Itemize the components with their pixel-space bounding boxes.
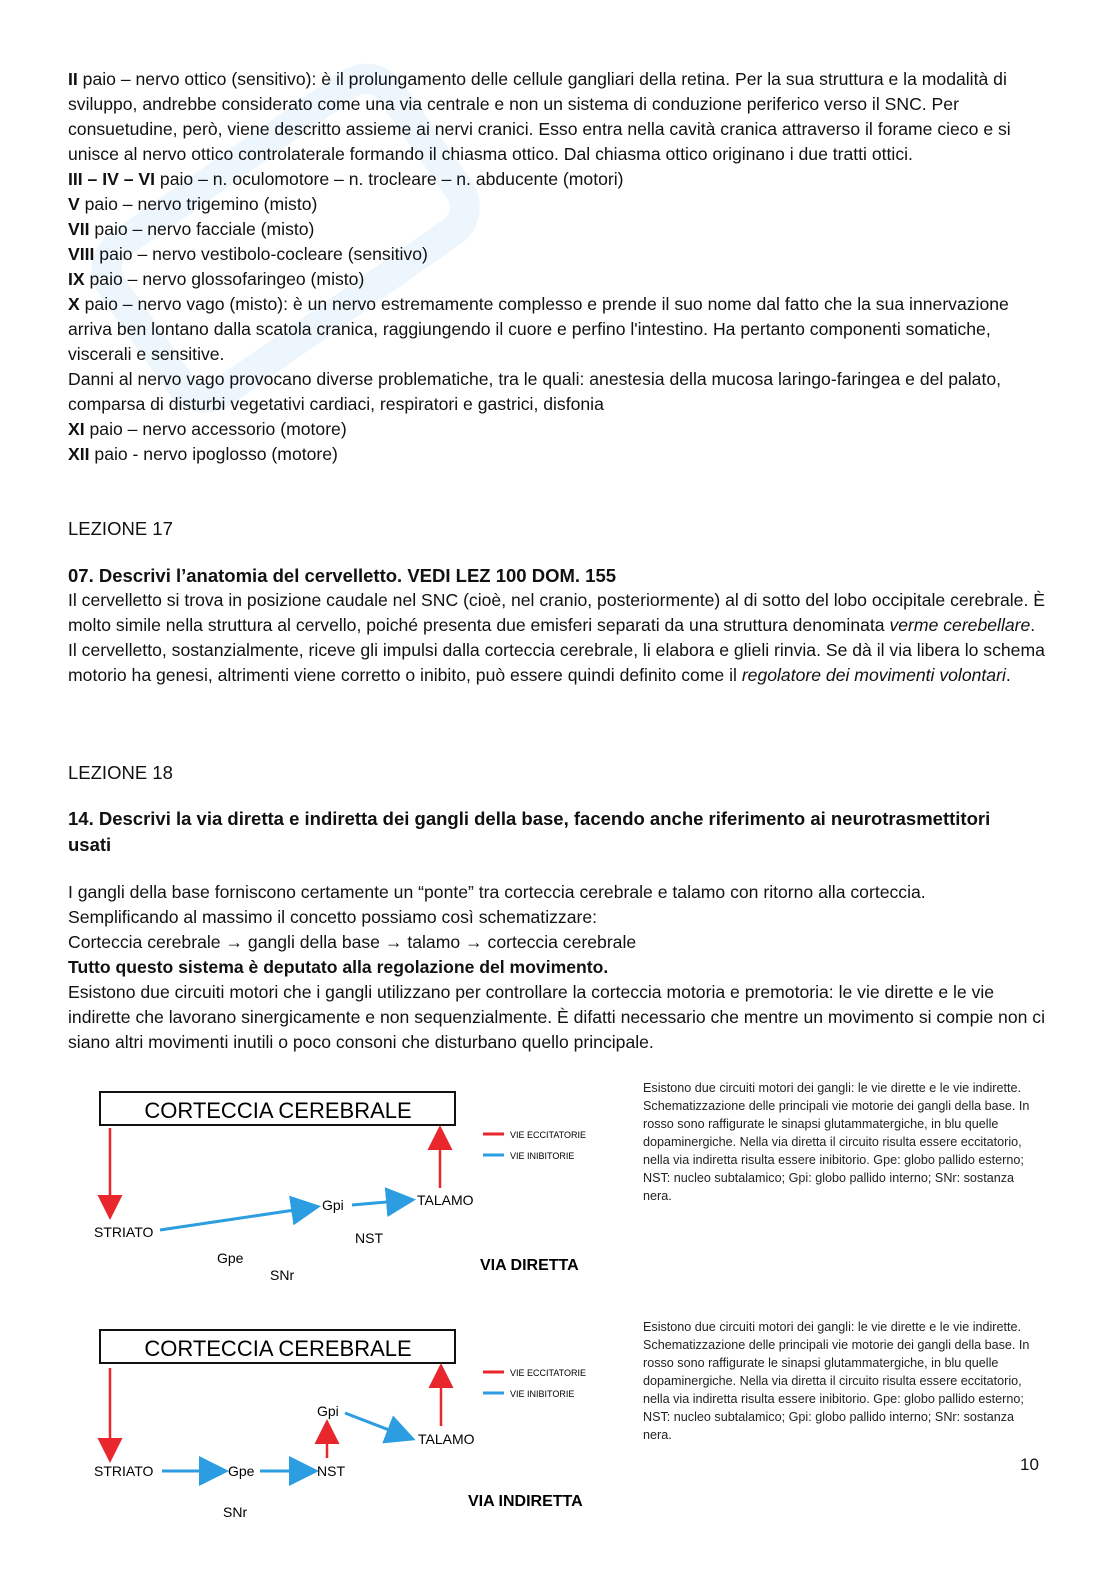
nerve-paragraph: X paio – nervo vago (misto): è un nervo estremamente complesso e prende il suo nome dal fatto che la sua innervazione arriva ben lontano dalla scatola cranica, raggiungendo il cuore e perfino l'intestino. Ha pertanto componenti somatiche, viscerali e sensitive. xyxy=(68,294,1009,364)
diagram-1-caption: Esistono due circuiti motori dei gangli: le vie dirette e le vie indirette. Schematizzazione delle principali vie motorie dei gangli della base. In rosso sono raffigurate le sinapsi glutammatergiche, in blu quelle dopaminergiche. Nella via diretta il circuito risulta essere eccitatorio, nella via indiretta risulta essere inibitorio. Gpe: globo pallido esterno; NST: nucleo subtalamico; Gpi: globo pallido interno; SNr: sostanza nera. xyxy=(643,1081,1030,1203)
nerve-paragraph: Danni al nervo vago provocano diverse problematiche, tra le quali: anestesia della mucosa laringo-faringea e del palato, comparsa di disturbi vegetativi cardiaci, respiratori e gastrici, disfonia xyxy=(68,369,1002,414)
talamo-label: TALAMO xyxy=(417,1192,474,1208)
legend-red-label: VIE ECCITATORIE xyxy=(510,1130,587,1140)
q07-paragraph-1: Il cervelletto si trova in posizione caudale nel SNC (cioè, nel cranio, posteriormente) al di sotto del lobo occipitale cerebrale. È molto simile nella struttura al cervello, poiché presenta due emisferi separati da una struttura denominata verme cerebellare. xyxy=(68,590,1045,635)
q07-paragraph-2: Il cervelletto, sostanzialmente, riceve gli impulsi dalla corteccia cerebrale, li elabora e glieli rinvia. Se dà il via libera lo schema motorio ha genesi, altrimenti viene corretto o inibito, può essere quindi definito come il regolatore dei movimenti volontari. xyxy=(68,640,1045,685)
question-14-title: 14. Descrivi la via diretta e indiretta dei gangli della base, facendo anche riferimento ai neurotrasmettitori usati xyxy=(68,808,991,855)
cortex-label: CORTECCIA CEREBRALE xyxy=(144,1336,412,1361)
nst-label: NST xyxy=(317,1463,345,1479)
cortex-label: CORTECCIA CEREBRALE xyxy=(144,1098,412,1123)
nerve-paragraph: IX paio – nervo glossofaringeo (misto) xyxy=(68,269,365,289)
nerve-paragraph: XI paio – nervo accessorio (motore) xyxy=(68,419,347,439)
gpi-to-talamo-arrow xyxy=(345,1413,410,1438)
diagram-via-indiretta xyxy=(80,1318,620,1533)
q14-paragraph-5: Esistono due circuiti motori che i gangli utilizzano per controllare la corteccia motoria e premotoria: le vie dirette e le vie indirette che lavorano sinergicamente e non sequenzialmente. È difatti necessario che mentre un movimento si compie non ci siano altri movimenti inutili o poco consoni che disturbano quello principale. xyxy=(68,982,1045,1052)
q14-paragraph-2: Semplificando al massimo il concetto possiamo così schematizzare: xyxy=(68,907,598,927)
question-07-body xyxy=(68,588,1053,688)
gpi-label: Gpi xyxy=(317,1403,339,1419)
diagram-via-diretta xyxy=(80,1080,620,1290)
talamo-label: TALAMO xyxy=(418,1431,475,1447)
nerve-paragraph: XII paio - nervo ipoglosso (motore) xyxy=(68,444,338,464)
cranial-nerves-section xyxy=(68,67,1053,467)
gpe-label: Gpe xyxy=(228,1463,255,1479)
diagram-2-caption: Esistono due circuiti motori dei gangli: le vie dirette e le vie indirette. Schematizzazione delle principali vie motorie dei gangli della base. In rosso sono raffigurate le sinapsi glutammatergiche, in blu quelle dopaminergiche. Nella via diretta il circuito risulta essere eccitatorio, nella via indiretta risulta essere inibitorio. Gpe: globo pallido esterno; NST: nucleo subtalamico; Gpi: globo pallido interno; SNr: sostanza nera. xyxy=(643,1320,1030,1442)
gpi-label: Gpi xyxy=(322,1197,344,1213)
snr-label: SNr xyxy=(223,1504,248,1520)
q14-paragraph-3: Corteccia cerebrale → gangli della base → talamo → corteccia cerebrale xyxy=(68,932,637,952)
lesson-18-heading: LEZIONE 18 xyxy=(68,762,173,783)
striato-to-gpi-arrow xyxy=(160,1207,315,1230)
nerve-paragraph: VIII paio – nervo vestibolo-cocleare (sensitivo) xyxy=(68,244,428,264)
nerve-paragraph: III – IV – VI paio – n. oculomotore – n. trocleare – n. abducente (motori) xyxy=(68,169,624,189)
nerve-paragraph: VII paio – nervo facciale (misto) xyxy=(68,219,315,239)
striato-label: STRIATO xyxy=(94,1463,154,1479)
q14-paragraph-4: Tutto questo sistema è deputato alla regolazione del movimento. xyxy=(68,957,609,977)
legend-red-label: VIE ECCITATORIE xyxy=(510,1368,587,1378)
lesson-17-heading: LEZIONE 17 xyxy=(68,518,173,539)
via-diretta-title: VIA DIRETTA xyxy=(480,1257,579,1274)
q14-paragraph-1: I gangli della base forniscono certamente un “ponte” tra corteccia cerebrale e talamo con ritorno alla corteccia. xyxy=(68,882,926,902)
gpi-to-talamo-arrow xyxy=(352,1200,410,1205)
via-indiretta-title: VIA INDIRETTA xyxy=(468,1493,583,1510)
legend-blue-label: VIE INIBITORIE xyxy=(510,1151,575,1161)
striato-label: STRIATO xyxy=(94,1224,154,1240)
page-number: 10 xyxy=(1020,1455,1039,1474)
snr-label: SNr xyxy=(270,1267,295,1283)
nst-label: NST xyxy=(355,1230,383,1246)
gpe-label: Gpe xyxy=(217,1250,244,1266)
nerve-paragraph: V paio – nervo trigemino (misto) xyxy=(68,194,318,214)
question-07-title: 07. Descrivi l’anatomia del cervelletto. VEDI LEZ 100 DOM. 155 xyxy=(68,565,617,586)
nerve-paragraph: II paio – nervo ottico (sensitivo): è il prolungamento delle cellule gangliari della retina. Per la sua struttura e la modalità di sviluppo, andrebbe considerato come una via centrale e non un sistema di conduzione periferico verso il SNC. Per consuetudine, però, viene descritto assieme ai nervi cranici. Esso entra nella cavità cranica attraverso il forame cieco e si unisce al nervo ottico controlaterale formando il chiasma ottico. Dal chiasma ottico originano i due tratti ottici. xyxy=(68,69,1011,164)
question-14-body xyxy=(68,880,1053,1055)
legend-blue-label: VIE INIBITORIE xyxy=(510,1389,575,1399)
